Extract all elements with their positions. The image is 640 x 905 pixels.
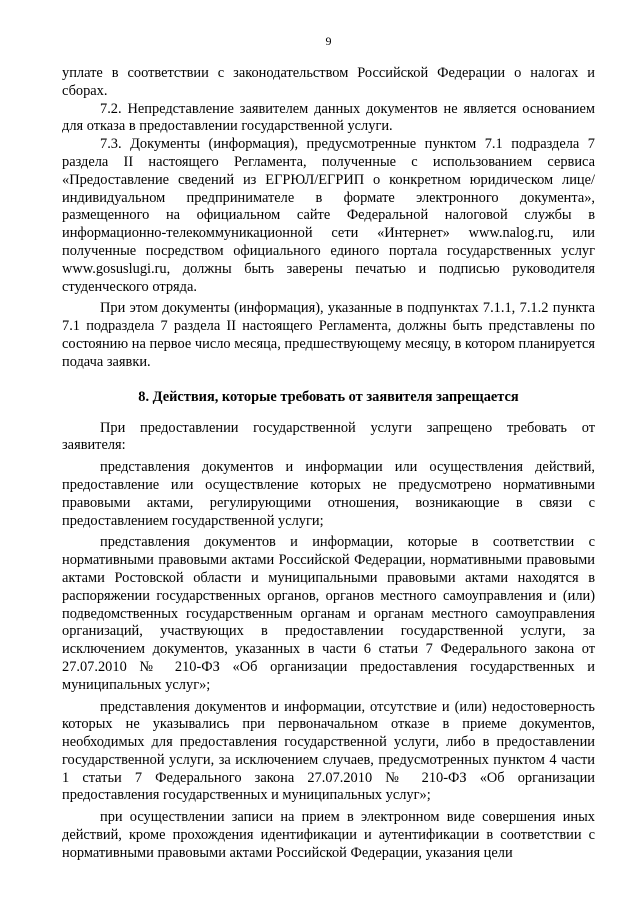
page-number: 9 (325, 34, 332, 48)
section-8-heading: 8. Действия, которые требовать от заявителя запрещается (138, 388, 519, 405)
paragraph-7-2: 7.2. Непредставление заявителем данных документов не является основанием для отказа в предоставлении государственной услуги. (62, 100, 595, 135)
paragraph-prohibited-item-3: представления документов и информации, отсутствие и (или) недостоверность которых не указывались при первоначальном отказе в приеме документов, необходимых для предоставления государственной услуги, либо в предоставлении государственной услуги, за исключением случаев, предусмотренных пунктом 4 части 1 статьи 7 Федерального закона 27.07.2010 № 210-ФЗ «Об организации предоставления государственных и муниципальных услуг»; (62, 698, 595, 804)
paragraph-prohibited-item-1: представления документов и информации или осуществления действий, предоставление или осуществление которых не предусмотрено нормативными правовыми актами, регулирующими отношения, возникающие в связи с предоставлением государственной услуги; (62, 459, 595, 529)
paragraph-7-3: 7.3. Документы (информация), предусмотренные пунктом 7.1 подраздела 7 раздела II настоящего Регламента, полученные с использованием сервиса «Предоставление сведений из ЕГРЮЛ/ЕГРИП о конкретном юридическом лице/индивидуальном предпринимателе в формате электронного документа», размещенного на официальном сайте Федеральной налоговой службы в информационно-телекоммуникационной сети «Интернет» www.nalog.ru, или полученные посредством официального единого портала государственных услуг www.gosuslugi.ru, должны быть заверены печатью и подписью руководителя студенческого отряда. (62, 136, 595, 295)
paragraph-prohibited-item-4: при осуществлении записи на прием в электронном виде совершения иных действий, кроме прохождения идентификации и аутентификации в соответствии с нормативными правовыми актами Российской Федерации, указания цели (62, 809, 595, 861)
paragraph-taxes-continuation: уплате в соответствии с законодательством Российской Федерации о налогах и сборах. (62, 65, 595, 99)
paragraph-prohibited-intro: При предоставлении государственной услуги запрещено требовать от заявителя: (62, 419, 595, 454)
document-page (62, 34, 595, 863)
paragraph-documents-date: При этом документы (информация), указанные в подпунктах 7.1.1, 7.1.2 пункта 7.1 подраздела 7 раздела II настоящего Регламента, должны быть представлены по состоянию на первое число месяца, предшествующему месяцу, в котором планируется подача заявки. (62, 300, 595, 370)
paragraph-prohibited-item-2: представления документов и информации, которые в соответствии с нормативными правовыми актами Российской Федерации, нормативными правовыми актами Ростовской области и муниципальными правовыми актами находятся в распоряжении государственных органов, органов местного самоуправления и (или) подведомственных государственным органам и органам местного самоуправления организаций, участвующих в предоставлении государственной услуги, за исключением документов, указанных в части 6 статьи 7 Федерального закона от 27.07.2010 № 210-ФЗ «Об организации предоставления государственных и муниципальных услуг»; (62, 534, 595, 693)
